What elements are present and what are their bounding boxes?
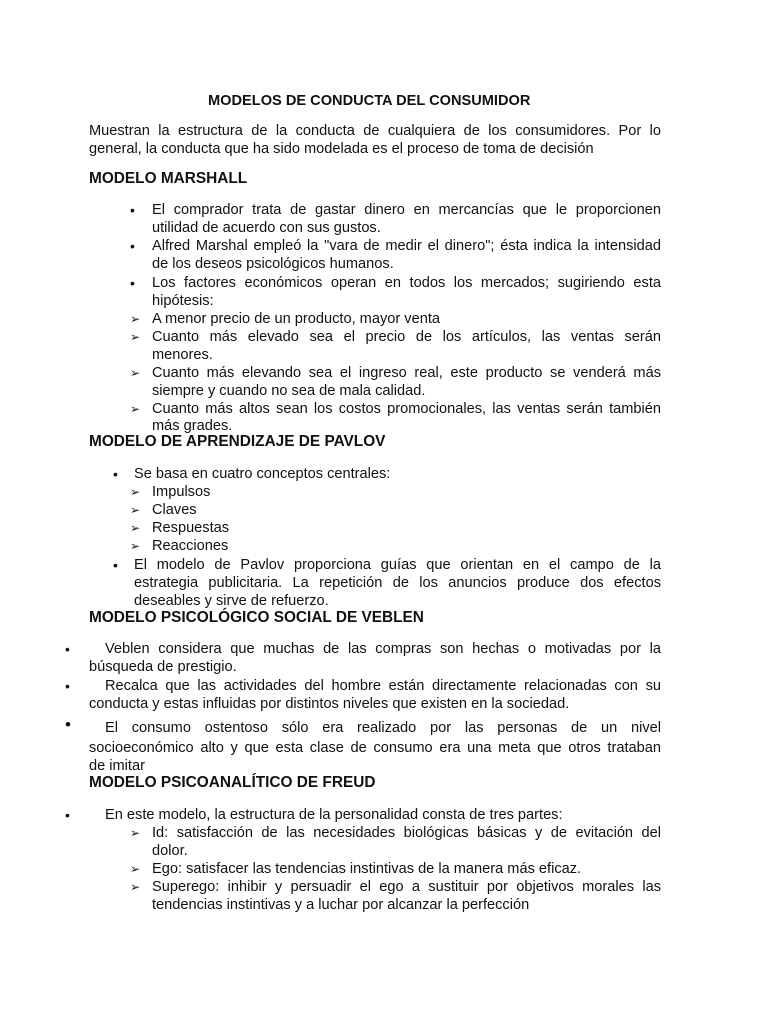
pavlov-line-1: Se basa en cuatro conceptos centrales: [134, 466, 391, 482]
arrow-bullet-icon: ➢ [130, 826, 141, 840]
arrow-bullet-icon: ➢ [130, 330, 141, 344]
heading-marshall: MODELO MARSHALL [89, 170, 248, 187]
pavlov-line-2: Impulsos [152, 484, 211, 500]
bullet-icon: • [130, 238, 135, 254]
marshall-line-12: Cuanto más altos sean los costos promocionales, las ventas serán también [152, 401, 661, 417]
bullet-icon: • [65, 807, 70, 823]
marshall-line-7: A menor precio de un producto, mayor venta [152, 311, 440, 327]
veblen-line-7: de imitar [89, 758, 145, 774]
veblen-line-6: socioeconómico alto y que esta clase de consumo era una meta que otros trataban [89, 740, 661, 756]
arrow-bullet-icon: ➢ [130, 880, 141, 894]
freud-line-4: Ego: satisfacer las tendencias instintivas de la manera más eficaz. [152, 861, 582, 877]
bullet-icon: • [113, 557, 118, 573]
bullet-icon: • [113, 466, 118, 482]
bullet-icon: • [65, 678, 70, 694]
freud-line-6: tendencias instintivas y a luchar por alcanzar la perfección [152, 897, 530, 913]
marshall-line-9: menores. [152, 347, 213, 363]
arrow-bullet-icon: ➢ [130, 312, 141, 326]
marshall-line-3: Alfred Marshal empleó la "vara de medir el dinero"; ésta indica la intensidad [152, 238, 661, 254]
marshall-line-5: Los factores económicos operan en todos los mercados; sugiriendo esta [152, 275, 661, 291]
pavlov-line-7: estrategia publicitaria. La repetición de los anuncios produce dos efectos [134, 575, 661, 591]
intro-line-2: general, la conducta que ha sido modelada es el proceso de toma de decisión [89, 141, 594, 157]
pavlov-line-5: Reacciones [152, 538, 229, 554]
marshall-line-6: hipótesis: [152, 293, 214, 309]
arrow-bullet-icon: ➢ [130, 862, 141, 876]
pavlov-line-3: Claves [152, 502, 197, 518]
freud-line-1: En este modelo, la estructura de la personalidad consta de tres partes: [105, 807, 563, 823]
pavlov-line-8: deseables y sirve de refuerzo. [134, 593, 329, 609]
pavlov-line-6: El modelo de Pavlov proporciona guías que orientan en el campo de la [134, 557, 661, 573]
freud-line-3: dolor. [152, 843, 188, 859]
arrow-bullet-icon: ➢ [130, 503, 141, 517]
arrow-bullet-icon: ➢ [130, 366, 141, 380]
marshall-line-11: siempre y cuando no sea de mala calidad. [152, 383, 426, 399]
marshall-line-1: El comprador trata de gastar dinero en mercancías que le proporcionen [152, 202, 661, 218]
veblen-line-1: Veblen considera que muchas de las compras son hechas o motivadas por la [105, 641, 661, 657]
veblen-line-2: búsqueda de prestigio. [89, 659, 237, 675]
arrow-bullet-icon: ➢ [130, 402, 141, 416]
arrow-bullet-icon: ➢ [130, 521, 141, 535]
intro-line-1: Muestran la estructura de la conducta de cualquiera de los consumidores. Por lo [89, 123, 661, 139]
marshall-line-4: de los deseos psicológicos humanos. [152, 256, 394, 272]
bullet-icon: • [130, 275, 135, 291]
arrow-bullet-icon: ➢ [130, 539, 141, 553]
marshall-line-2: utilidad de acuerdo con sus gustos. [152, 220, 381, 236]
freud-line-5: Superego: inhibir y persuadir el ego a sustituir por objetivos morales las [152, 879, 661, 895]
veblen-line-3: Recalca que las actividades del hombre están directamente relacionadas con su [105, 678, 661, 694]
document-title: MODELOS DE CONDUCTA DEL CONSUMIDOR [208, 93, 531, 109]
veblen-line-4: conducta y estas influidas por distintos niveles que existen en la sociedad. [89, 696, 570, 712]
marshall-line-10: Cuanto más elevando sea el ingreso real, este producto se venderá más [152, 365, 661, 381]
heading-freud: MODELO PSICOANALÍTICO DE FREUD [89, 774, 376, 791]
freud-line-2: Id: satisfacción de las necesidades biológicas básicas y de evitación del [152, 825, 661, 841]
heading-pavlov: MODELO DE APRENDIZAJE DE PAVLOV [89, 433, 386, 450]
bullet-icon: • [65, 641, 70, 657]
pavlov-line-4: Respuestas [152, 520, 230, 536]
bullet-icon: • [65, 715, 71, 734]
marshall-line-8: Cuanto más elevado sea el precio de los artículos, las ventas serán [152, 329, 661, 345]
arrow-bullet-icon: ➢ [130, 485, 141, 499]
bullet-icon: • [130, 202, 135, 218]
heading-veblen: MODELO PSICOLÓGICO SOCIAL DE VEBLEN [89, 609, 424, 626]
veblen-line-5: El consumo ostentoso sólo era realizado por las personas de un nivel [105, 720, 661, 736]
marshall-line-13: más grades. [152, 418, 233, 434]
